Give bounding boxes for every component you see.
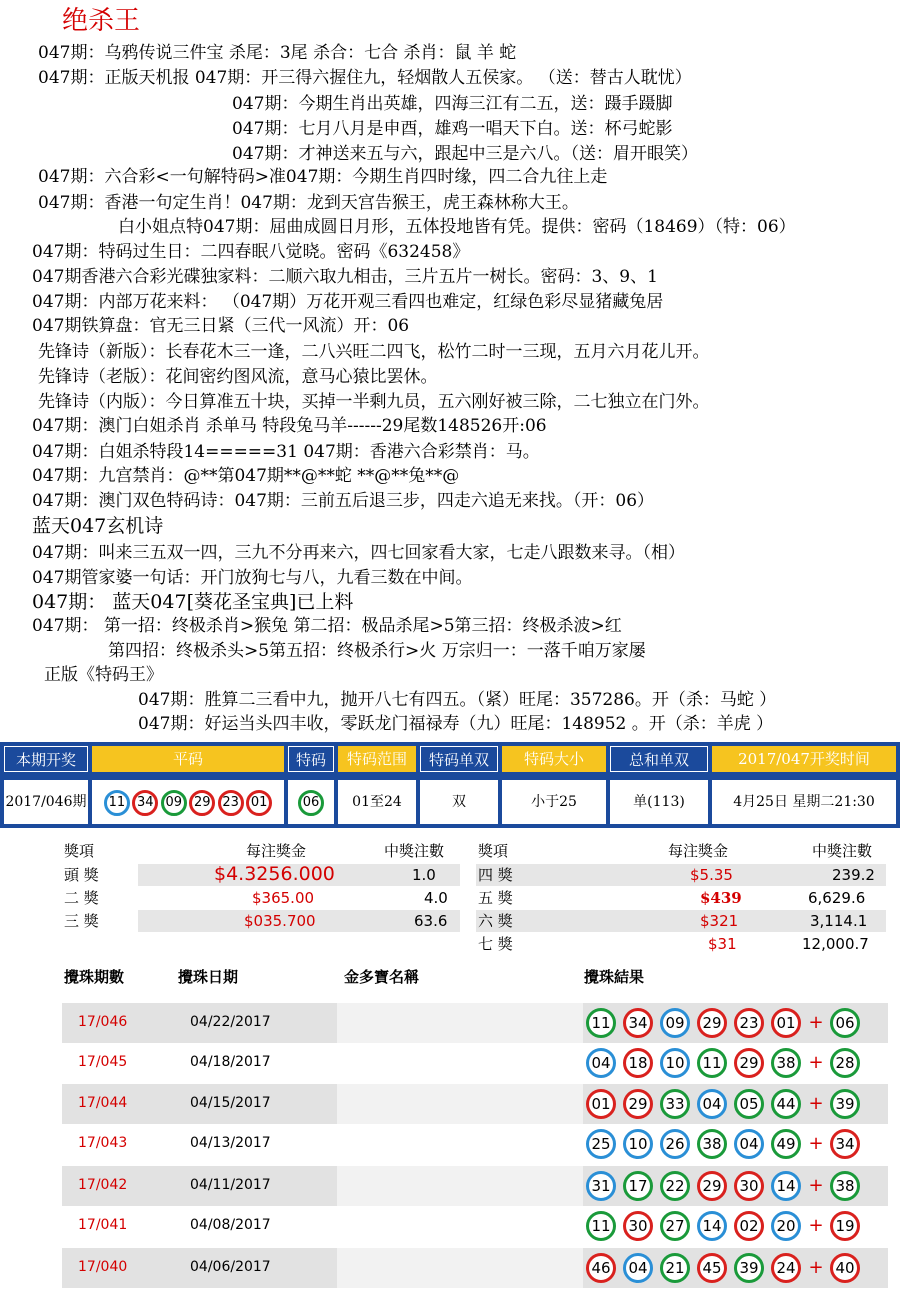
lottery-ball: 46 (586, 1253, 616, 1283)
plus-sign: + (808, 1175, 824, 1196)
text-line: 047期：澳门双色特码诗：047期：三前五后退三步，四走六追无来找。（开：06） (32, 491, 655, 511)
text-line: 047期：内部万花来料： （047期）万花开观三看四也难定，红绿色彩尽显猪藏兔居 (32, 292, 664, 312)
text-line: 047期：七月八月是申酉，雄鸡一唱天下白。送：杯弓蛇影 (232, 119, 673, 139)
special-ball: 06 (830, 1008, 860, 1038)
prize-amount: $365.00 (252, 889, 315, 907)
text-line: 047期管家婆一句话：开门放狗七与八，九看三数在中间。 (32, 568, 473, 588)
header-sum-odd-even: 总和单双 (610, 746, 708, 772)
header-normal-numbers: 平码 (92, 746, 284, 772)
plus-sign: + (808, 1133, 824, 1154)
cell-issue: 2017/046期 (4, 780, 88, 824)
lottery-ball: 04 (697, 1089, 727, 1119)
lottery-ball: 11 (697, 1048, 727, 1078)
lottery-ball: 04 (734, 1129, 764, 1159)
draw-date: 04/13/2017 (190, 1135, 271, 1151)
cell-draw-time: 4月25日 星期二21:30 (712, 780, 896, 824)
lottery-ball: 09 (161, 790, 187, 816)
text-line: 047期：胜算二三看中九，抛开八七有四五。（紧）旺尾：357286。开（杀：马蛇 ） (138, 690, 777, 710)
lottery-ball: 10 (660, 1048, 690, 1078)
lottery-ball: 22 (660, 1171, 690, 1201)
prize-name: 四 獎 (478, 866, 513, 884)
prize-count: 12,000.7 (802, 935, 869, 953)
text-line: 047期：叫来三五双一四，三九不分再来六，四七回家看大家，七走八跟数来寻。（相） (32, 543, 685, 563)
prize-count: 1.0 (412, 866, 436, 884)
prize-header: 每注獎金 (246, 842, 307, 860)
cell-range: 01至24 (338, 780, 416, 824)
prize-amount: $035.700 (244, 912, 316, 930)
lottery-ball: 29 (189, 790, 215, 816)
header-special-number: 特码 (288, 746, 334, 772)
prize-row-bg (476, 864, 886, 886)
text-line: 047期：特码过生日：二四春眠八觉晓。密码《632458》 (32, 242, 470, 262)
special-ball: 19 (830, 1211, 860, 1241)
lottery-ball: 45 (697, 1253, 727, 1283)
plus-sign: + (808, 1093, 824, 1114)
cell-special-ball (288, 780, 334, 824)
prize-header: 每注獎金 (668, 842, 729, 860)
lottery-ball: 44 (771, 1089, 801, 1119)
text-line: 第四招：终极杀头>5第五招：终极杀行>火 万宗归一：一落千咱万家屡 (108, 641, 646, 661)
prize-amount: $321 (700, 912, 739, 930)
name-cell (337, 1166, 583, 1206)
draw-issue: 17/040 (78, 1259, 128, 1275)
header-special-size: 特码大小 (502, 746, 606, 772)
prize-name: 七 獎 (478, 935, 513, 953)
text-line: 047期：澳门白姐杀肖 杀单马 特段兔马羊------29尾数148526开:06 (32, 416, 547, 436)
text-line: 047期铁算盘：官无三日紧（三代一风流）开：06 (32, 316, 410, 336)
plus-sign: + (808, 1215, 824, 1236)
lottery-ball: 21 (660, 1253, 690, 1283)
text-line: 047期：六合彩<一句解特码>准047期：今期生肖四时缘，四二合九往上走 (38, 167, 608, 187)
name-cell (337, 1248, 583, 1288)
text-line: 047期：今期生肖出英雄，四海三江有二五，送：蹑手蹑脚 (232, 94, 673, 114)
draw-issue: 17/041 (78, 1217, 128, 1233)
draw-date: 04/22/2017 (190, 1014, 271, 1030)
prize-name: 頭 獎 (64, 866, 99, 884)
lottery-ball: 24 (771, 1253, 801, 1283)
draw-date: 04/06/2017 (190, 1259, 271, 1275)
prize-name: 三 獎 (64, 912, 99, 930)
header-special-range: 特码范围 (338, 746, 416, 772)
draw-result (586, 1089, 867, 1119)
lottery-ball: 04 (623, 1253, 653, 1283)
table-row (62, 1124, 888, 1164)
special-ball: 40 (830, 1253, 860, 1283)
table-row (62, 1166, 888, 1206)
draw-result (586, 1253, 867, 1283)
prize-header: 獎項 (478, 842, 509, 860)
special-ball: 38 (830, 1171, 860, 1201)
lottery-ball: 34 (623, 1008, 653, 1038)
lottery-ball: 17 (623, 1171, 653, 1201)
lottery-ball: 01 (246, 790, 272, 816)
lottery-ball: 01 (771, 1008, 801, 1038)
history-header: 攪珠結果 (584, 968, 645, 986)
prize-header: 中獎注數 (812, 842, 873, 860)
lottery-ball: 31 (586, 1171, 616, 1201)
lottery-ball: 11 (586, 1211, 616, 1241)
lottery-ball: 23 (218, 790, 244, 816)
cell-odd-even: 双 (420, 780, 498, 824)
draw-date: 04/11/2017 (190, 1177, 271, 1193)
prize-name: 五 獎 (478, 889, 513, 907)
prize-count: 3,114.1 (810, 912, 868, 930)
lottery-ball: 20 (771, 1211, 801, 1241)
special-ball: 28 (830, 1048, 860, 1078)
draw-result (586, 1129, 867, 1159)
lottery-ball: 05 (734, 1089, 764, 1119)
lottery-ball: 29 (697, 1171, 727, 1201)
prize-amount: $31 (708, 935, 737, 953)
draw-date: 04/08/2017 (190, 1217, 271, 1233)
lottery-ball: 23 (734, 1008, 764, 1038)
text-line: 正版《特码王》 (44, 665, 163, 685)
draw-date: 04/15/2017 (190, 1095, 271, 1111)
text-line: 先锋诗（内版）：今日算准五十块，买掉一半剩九员，五六刚好被三除，二七独立在门外。 (38, 392, 710, 412)
lottery-ball: 33 (660, 1089, 690, 1119)
text-line: 047期：才神送来五与六，跟起中三是六八。（送：眉开眼笑） (232, 144, 698, 164)
text-line: 047期：好运当头四丰收，零跃龙门福禄寿（九）旺尾：148952 。开（杀：羊虎 ） (138, 714, 774, 734)
cell-normal-balls (92, 780, 284, 824)
lottery-ball: 04 (586, 1048, 616, 1078)
text-line: 047期香港六合彩光碟独家料：二顺六取九相击，三片五片一树长。密码：3、9、1 (32, 267, 658, 287)
lottery-ball: 01 (586, 1089, 616, 1119)
special-ball: 06 (298, 790, 324, 816)
plus-sign: + (808, 1052, 824, 1073)
draw-issue: 17/045 (78, 1054, 128, 1070)
prize-header: 獎項 (64, 842, 95, 860)
special-ball: 34 (830, 1129, 860, 1159)
draw-result (586, 1048, 867, 1078)
text-line: 先锋诗（新版）：长春花木三一逢，二八兴旺二四飞，松竹二时一三现，五月六月花儿开。 (38, 342, 710, 362)
special-ball: 39 (830, 1089, 860, 1119)
lottery-ball: 11 (104, 790, 130, 816)
lottery-ball: 02 (734, 1211, 764, 1241)
text-line: 先锋诗（老版）：花间密约图风流，意马心猿比罢休。 (38, 367, 438, 387)
plus-sign: + (808, 1257, 824, 1278)
lottery-ball: 26 (660, 1129, 690, 1159)
history-header: 金多寶名稱 (344, 968, 420, 986)
table-row (62, 1206, 888, 1246)
cell-sum-odd-even: 单(113) (610, 780, 708, 824)
lottery-ball: 49 (771, 1129, 801, 1159)
table-row (62, 1084, 888, 1124)
lottery-ball: 34 (132, 790, 158, 816)
draw-date: 04/18/2017 (190, 1054, 271, 1070)
lottery-ball: 18 (623, 1048, 653, 1078)
prize-header: 中獎注數 (384, 842, 445, 860)
lottery-ball: 38 (697, 1129, 727, 1159)
lottery-ball: 39 (734, 1253, 764, 1283)
header-draw-time: 2017/047开奖时间 (712, 746, 896, 772)
prize-name: 六 獎 (478, 912, 513, 930)
table-row (62, 1043, 888, 1083)
draw-issue: 17/044 (78, 1095, 128, 1111)
text-line: 047期：九宫禁肖：@**第047期**@**蛇 **@**兔**@ (32, 466, 460, 486)
prize-name: 二 獎 (64, 889, 99, 907)
page-title: 绝杀王 (62, 6, 141, 36)
cell-size: 小于25 (502, 780, 606, 824)
prize-count: 239.2 (832, 866, 875, 884)
text-line: 047期：正版天机报 047期：开三得六握住九，轻烟散人五侯家。 （送：替古人耽忧） (38, 68, 692, 88)
lottery-ball: 14 (697, 1211, 727, 1241)
prize-amount: $4.3256.000 (214, 863, 335, 885)
draw-issue: 17/043 (78, 1135, 128, 1151)
name-cell (337, 1084, 583, 1124)
history-header: 攪珠日期 (178, 968, 239, 986)
lottery-ball: 30 (623, 1211, 653, 1241)
text-line: 白小姐点特047期：屈曲成圆日月形，五体投地皆有凭。提供：密码（18469）（特：06） (118, 217, 796, 237)
lottery-ball: 14 (771, 1171, 801, 1201)
draw-issue: 17/042 (78, 1177, 128, 1193)
prize-count: 63.6 (414, 912, 448, 930)
table-row (62, 1003, 888, 1043)
lottery-ball: 38 (771, 1048, 801, 1078)
history-header: 攪珠期數 (64, 968, 125, 986)
lottery-ball: 09 (660, 1008, 690, 1038)
draw-issue: 17/046 (78, 1014, 128, 1030)
draw-result (586, 1171, 867, 1201)
text-line: 047期： 第一招：终极杀肖>猴兔 第二招：极品杀尾>5第三招：终极杀波>红 (32, 616, 622, 636)
prize-count: 4.0 (424, 889, 448, 907)
lottery-ball: 29 (697, 1008, 727, 1038)
text-line: 047期：乌鸦传说三件宝 杀尾：3尾 杀合：七合 杀肖：鼠 羊 蛇 (38, 43, 517, 63)
lottery-ball: 25 (586, 1129, 616, 1159)
plus-sign: + (808, 1012, 824, 1033)
prize-count: 6,629.6 (808, 889, 866, 907)
draw-result (586, 1211, 867, 1241)
header-current-draw: 本期开奖 (4, 746, 88, 772)
draw-result (586, 1008, 867, 1038)
header-special-odd-even: 特码单双 (420, 746, 498, 772)
text-line: 蓝天047玄机诗 (32, 515, 164, 537)
lottery-ball: 27 (660, 1211, 690, 1241)
lottery-ball: 29 (623, 1089, 653, 1119)
lottery-ball: 30 (734, 1171, 764, 1201)
lottery-ball: 10 (623, 1129, 653, 1159)
text-line: 047期： 蓝天047[葵花圣宝典]已上料 (32, 591, 354, 613)
text-line: 047期：香港一句定生肖！047期：龙到天宫告猴王，虎王森林称大王。 (38, 193, 579, 213)
lottery-ball: 11 (586, 1008, 616, 1038)
name-cell (337, 1003, 583, 1043)
text-line: 047期：白姐杀特段14=====31 047期：香港六合彩禁肖：马。 (32, 442, 540, 462)
prize-amount: $5.35 (690, 866, 733, 884)
table-row (62, 1248, 888, 1288)
prize-amount: $439 (700, 889, 742, 907)
lottery-ball: 29 (734, 1048, 764, 1078)
